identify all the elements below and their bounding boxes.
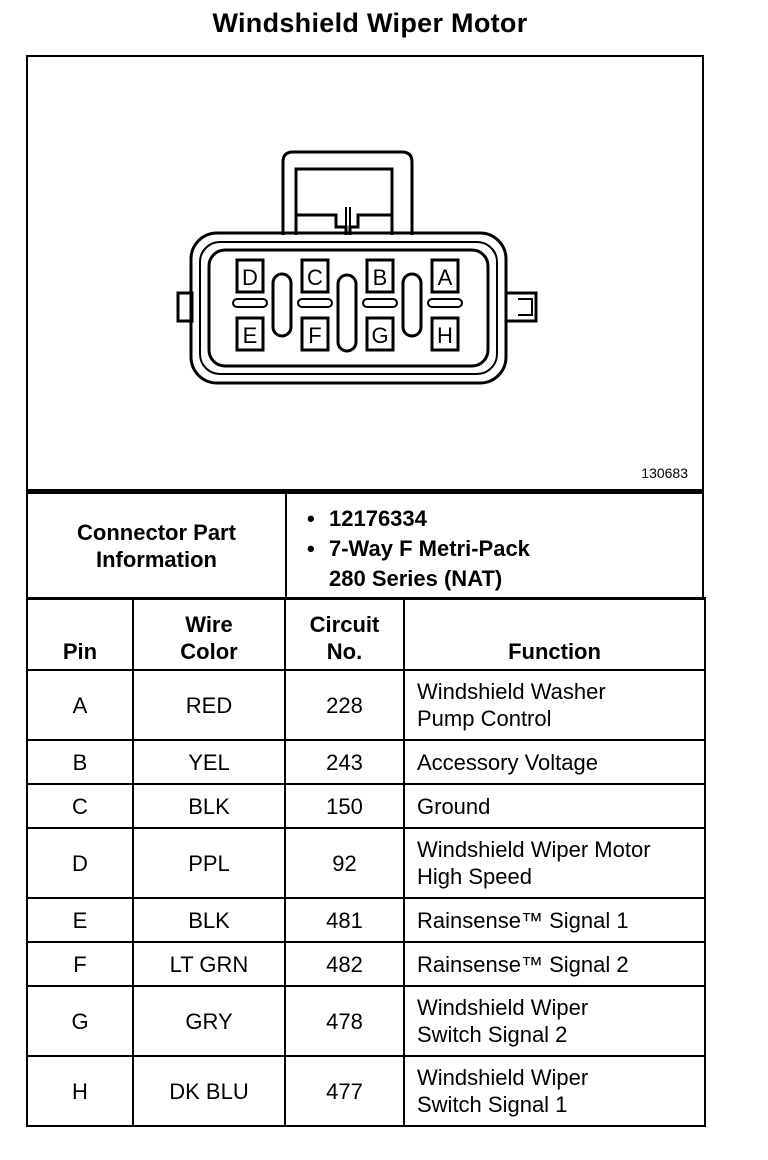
table-row bbox=[27, 828, 705, 898]
wire-color-cell: RED bbox=[133, 670, 285, 740]
connector-info-values bbox=[287, 494, 702, 598]
wire-color-cell: YEL bbox=[133, 740, 285, 784]
pinout-rows bbox=[27, 670, 705, 1126]
connector-diagram bbox=[26, 55, 704, 491]
pin-separator bbox=[273, 274, 291, 336]
wire-color-cell: DK BLU bbox=[133, 1056, 285, 1126]
function-cell bbox=[404, 986, 705, 1056]
pin-cell: F bbox=[27, 942, 133, 986]
pin-label-bottom: H bbox=[437, 323, 453, 348]
pinout-table bbox=[26, 597, 706, 1127]
table-row bbox=[27, 740, 705, 784]
pin-cell: E bbox=[27, 898, 133, 942]
pin-label-bottom: F bbox=[308, 323, 322, 348]
figure-id: 130683 bbox=[641, 465, 688, 481]
function-cell bbox=[404, 670, 705, 740]
circuit-cell: 477 bbox=[285, 1056, 404, 1126]
pin-divider bbox=[298, 299, 332, 307]
circuit-cell: 481 bbox=[285, 898, 404, 942]
connector-type bbox=[307, 534, 702, 594]
pin-cell: H bbox=[27, 1056, 133, 1126]
table-row bbox=[27, 1056, 705, 1126]
circuit-cell: 478 bbox=[285, 986, 404, 1056]
connector-info-label-line2: Information bbox=[95, 547, 217, 572]
wire-color-cell: LT GRN bbox=[133, 942, 285, 986]
bullet: • bbox=[307, 506, 315, 531]
pin-cell: C bbox=[27, 784, 133, 828]
connector-type-line1: 7-Way F Metri-Pack bbox=[329, 536, 530, 561]
header-pin: Pin bbox=[27, 598, 133, 670]
table-header-row bbox=[27, 598, 705, 670]
function-line: Windshield Wiper bbox=[417, 1065, 589, 1090]
wire-color-cell: GRY bbox=[133, 986, 285, 1056]
table-row bbox=[27, 784, 705, 828]
pin-divider bbox=[428, 299, 462, 307]
function-cell bbox=[404, 1056, 705, 1126]
function-line: Switch Signal 2 bbox=[417, 1022, 568, 1047]
wire-color-cell: BLK bbox=[133, 784, 285, 828]
function-line: Windshield Wiper bbox=[417, 995, 589, 1020]
table-row bbox=[27, 942, 705, 986]
table-row bbox=[27, 898, 705, 942]
pin-label-top: B bbox=[372, 265, 388, 290]
wire-color-cell: PPL bbox=[133, 828, 285, 898]
pin-divider bbox=[233, 299, 267, 307]
table-row bbox=[27, 670, 705, 740]
function-cell bbox=[404, 942, 705, 986]
pin-label-top: A bbox=[437, 265, 453, 290]
circuit-cell: 243 bbox=[285, 740, 404, 784]
function-line: Rainsense™ Signal 1 bbox=[417, 907, 629, 933]
circuit-cell: 228 bbox=[285, 670, 404, 740]
pin-label-bottom: E bbox=[242, 323, 258, 348]
pin-divider bbox=[363, 299, 397, 307]
circuit-cell: 482 bbox=[285, 942, 404, 986]
connector-type-line2: 280 Series (NAT) bbox=[329, 566, 503, 591]
pin-separator bbox=[403, 274, 421, 336]
table-row bbox=[27, 986, 705, 1056]
function-line: Switch Signal 1 bbox=[417, 1092, 568, 1117]
function-line: High Speed bbox=[417, 864, 532, 889]
header-circuit-no: Circuit No. bbox=[285, 598, 404, 670]
page-title: Windshield Wiper Motor bbox=[212, 8, 528, 38]
pin-label-top: C bbox=[307, 265, 323, 290]
header-wire-color: Wire Color bbox=[133, 598, 285, 670]
function-cell bbox=[404, 898, 705, 942]
connector-part-number bbox=[307, 504, 702, 534]
connector-info-label bbox=[28, 494, 287, 598]
pin-label-bottom: G bbox=[371, 323, 389, 348]
function-line: Accessory Voltage bbox=[417, 749, 598, 775]
connector-info-box bbox=[26, 491, 704, 600]
bullet: • bbox=[307, 536, 315, 561]
pin-cell: A bbox=[27, 670, 133, 740]
function-line: Ground bbox=[417, 793, 491, 819]
function-line: Windshield Wiper Motor bbox=[417, 837, 651, 862]
circuit-cell: 150 bbox=[285, 784, 404, 828]
function-line: Rainsense™ Signal 2 bbox=[417, 951, 629, 977]
function-cell bbox=[404, 784, 705, 828]
connector-drawing bbox=[28, 57, 702, 489]
connector-info-label-line1: Connector Part bbox=[77, 520, 236, 545]
part-number-text: 12176334 bbox=[329, 506, 427, 531]
pin-separator bbox=[338, 275, 356, 351]
circuit-cell: 92 bbox=[285, 828, 404, 898]
function-cell bbox=[404, 740, 705, 784]
pin-cell: D bbox=[27, 828, 133, 898]
function-cell bbox=[404, 828, 705, 898]
wire-color-cell: BLK bbox=[133, 898, 285, 942]
function-line: Pump Control bbox=[417, 706, 552, 731]
pin-label-top: D bbox=[242, 265, 258, 290]
pin-cell: G bbox=[27, 986, 133, 1056]
pin-cell: B bbox=[27, 740, 133, 784]
header-function: Function bbox=[404, 598, 705, 670]
function-line: Windshield Washer bbox=[417, 679, 606, 704]
